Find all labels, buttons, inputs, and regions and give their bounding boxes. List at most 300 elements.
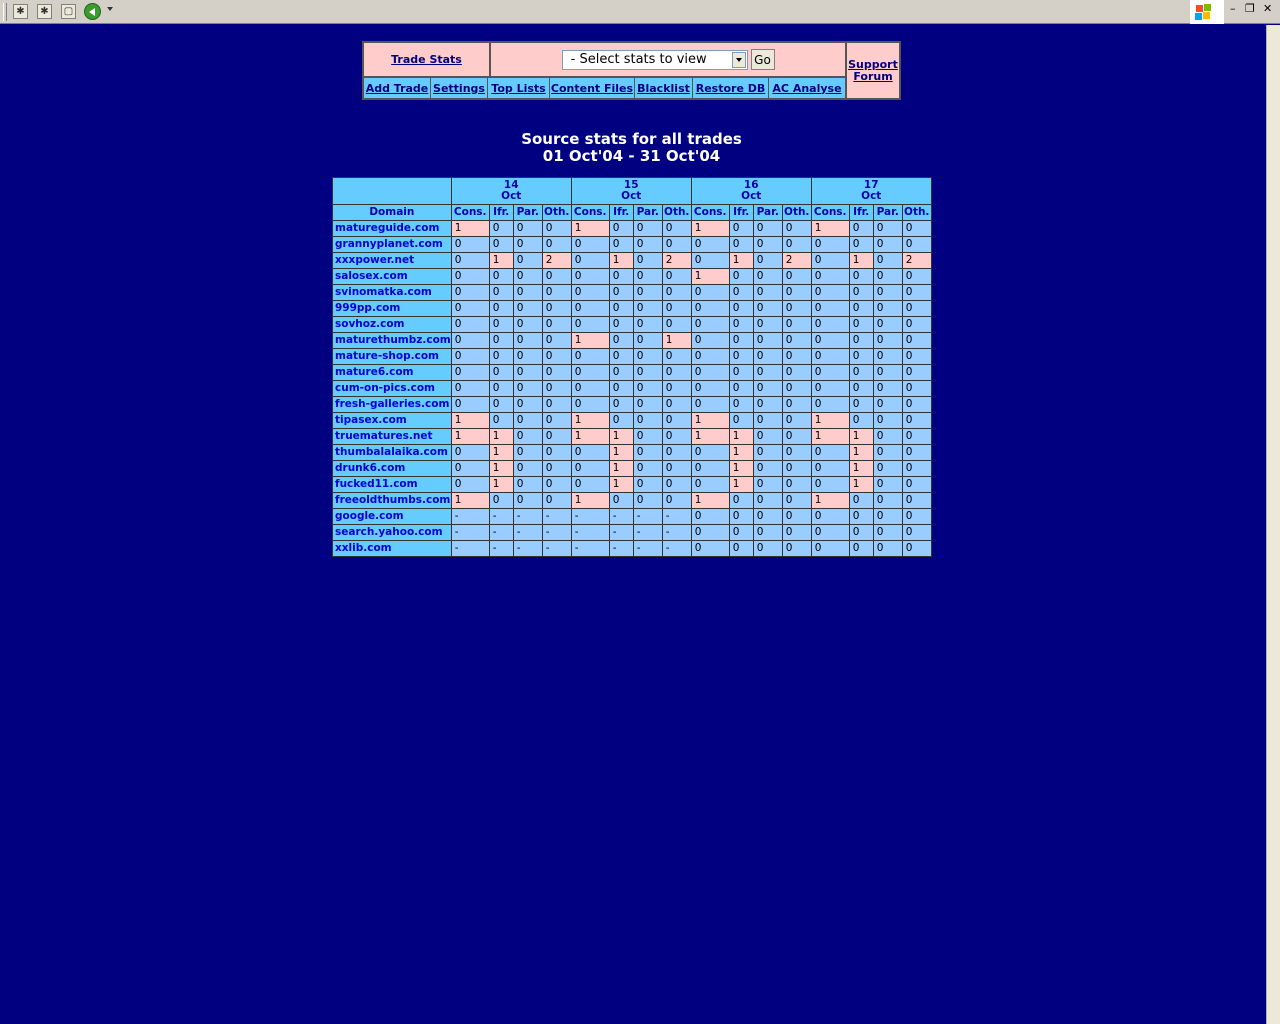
stat-cell: 0 bbox=[513, 365, 542, 381]
stat-cell: 0 bbox=[489, 381, 513, 397]
stat-cell: 0 bbox=[489, 221, 513, 237]
metric-column-header: Par. bbox=[513, 205, 542, 221]
stat-cell: 0 bbox=[873, 445, 902, 461]
stat-cell: 1 bbox=[729, 253, 753, 269]
stat-cell: 0 bbox=[513, 429, 542, 445]
stat-cell: 0 bbox=[729, 349, 753, 365]
stat-cell: 0 bbox=[782, 429, 811, 445]
stat-cell: 0 bbox=[729, 381, 753, 397]
stat-cell: 0 bbox=[633, 461, 662, 477]
stat-cell: 0 bbox=[782, 525, 811, 541]
stat-cell: 0 bbox=[662, 461, 691, 477]
add-trade-link[interactable]: Add Trade bbox=[365, 81, 429, 95]
stat-cell: 0 bbox=[782, 477, 811, 493]
stat-cell: 0 bbox=[902, 301, 931, 317]
stat-cell: 1 bbox=[571, 333, 609, 349]
domain-link[interactable]: fresh-galleries.com bbox=[335, 398, 450, 410]
domain-link[interactable]: svinomatka.com bbox=[335, 286, 432, 298]
stat-cell: 0 bbox=[753, 269, 782, 285]
stat-cell: 0 bbox=[873, 317, 902, 333]
stat-cell: 0 bbox=[873, 285, 902, 301]
stat-cell: 0 bbox=[902, 237, 931, 253]
stat-cell: 1 bbox=[691, 493, 729, 509]
domain-link[interactable]: thumbalalaika.com bbox=[335, 446, 448, 458]
table-row bbox=[333, 525, 932, 541]
metric-column-header: Par. bbox=[753, 205, 782, 221]
stat-cell: 1 bbox=[849, 461, 873, 477]
stat-cell: 0 bbox=[849, 365, 873, 381]
stat-cell: 0 bbox=[691, 301, 729, 317]
stat-cell: 0 bbox=[873, 365, 902, 381]
content-files-link[interactable]: Content Files bbox=[550, 81, 634, 95]
table-row bbox=[333, 397, 932, 413]
dropdown-icon[interactable] bbox=[107, 7, 113, 11]
stat-cell: 0 bbox=[753, 237, 782, 253]
stat-cell: 0 bbox=[811, 269, 849, 285]
stat-cell: 0 bbox=[729, 541, 753, 557]
stat-cell: - bbox=[513, 509, 542, 525]
stat-cell: 1 bbox=[451, 221, 489, 237]
domain-link[interactable]: google.com bbox=[335, 510, 404, 522]
stat-cell: 0 bbox=[542, 301, 571, 317]
stat-cell: 0 bbox=[811, 541, 849, 557]
stat-cell: 0 bbox=[902, 317, 931, 333]
table-row bbox=[333, 301, 932, 317]
stat-cell: 0 bbox=[633, 285, 662, 301]
stat-cell: 0 bbox=[571, 253, 609, 269]
stat-cell: 0 bbox=[609, 317, 633, 333]
stat-cell: - bbox=[513, 525, 542, 541]
stat-cell: 0 bbox=[811, 509, 849, 525]
stat-cell: 0 bbox=[489, 269, 513, 285]
toolbar-grip[interactable] bbox=[3, 3, 7, 21]
stat-cell: 0 bbox=[662, 349, 691, 365]
stat-cell: 1 bbox=[849, 445, 873, 461]
stop-icon[interactable]: ✱ bbox=[13, 4, 28, 19]
stat-cell: 0 bbox=[753, 253, 782, 269]
stat-cell: 0 bbox=[902, 413, 931, 429]
stat-cell: 0 bbox=[451, 397, 489, 413]
domain-link[interactable]: xxlib.com bbox=[335, 542, 392, 554]
stat-cell: 0 bbox=[729, 525, 753, 541]
restore-db-link[interactable]: Restore DB bbox=[695, 81, 766, 95]
domain-cell bbox=[333, 301, 452, 317]
metric-column-header: Cons. bbox=[811, 205, 849, 221]
stat-cell: 0 bbox=[753, 509, 782, 525]
stat-cell: 0 bbox=[873, 381, 902, 397]
date-header bbox=[691, 178, 811, 205]
table-row bbox=[333, 493, 932, 509]
stats-select-cell bbox=[490, 42, 846, 77]
stat-cell: 0 bbox=[782, 461, 811, 477]
stat-cell: 0 bbox=[902, 333, 931, 349]
stat-cell: 0 bbox=[849, 381, 873, 397]
date-header bbox=[571, 178, 691, 205]
stat-cell: 0 bbox=[729, 317, 753, 333]
stat-cell: 0 bbox=[902, 493, 931, 509]
stat-cell: 0 bbox=[753, 461, 782, 477]
blacklist-link[interactable]: Blacklist bbox=[637, 81, 690, 95]
stat-cell: 0 bbox=[873, 541, 902, 557]
stat-cell: 0 bbox=[902, 541, 931, 557]
stat-cell: 0 bbox=[542, 397, 571, 413]
stat-cell: 0 bbox=[691, 541, 729, 557]
stat-cell: 0 bbox=[691, 317, 729, 333]
stat-cell: - bbox=[609, 525, 633, 541]
domain-link[interactable]: salosex.com bbox=[335, 270, 408, 282]
stat-cell: 0 bbox=[902, 461, 931, 477]
stat-cell: 0 bbox=[513, 493, 542, 509]
nav-links-row bbox=[363, 77, 846, 99]
domain-cell bbox=[333, 333, 452, 349]
stat-cell: 0 bbox=[811, 461, 849, 477]
stat-cell: 0 bbox=[633, 493, 662, 509]
stat-cell: 0 bbox=[729, 413, 753, 429]
nav-item-add-trade bbox=[364, 78, 431, 98]
stat-cell: 0 bbox=[849, 541, 873, 557]
domain-cell bbox=[333, 365, 452, 381]
stat-cell: 0 bbox=[782, 237, 811, 253]
stat-cell: 0 bbox=[542, 461, 571, 477]
stat-cell: 0 bbox=[633, 221, 662, 237]
browser-toolbar bbox=[0, 0, 1280, 24]
stat-cell: 2 bbox=[662, 253, 691, 269]
stat-cell: 0 bbox=[873, 493, 902, 509]
stop-all-icon[interactable]: ✱ bbox=[37, 4, 52, 19]
support-forum-link[interactable] bbox=[848, 59, 898, 83]
stat-cell: 0 bbox=[633, 237, 662, 253]
chevron-down-icon[interactable] bbox=[732, 52, 746, 68]
domain-link[interactable]: fucked11.com bbox=[335, 478, 418, 490]
date-header bbox=[451, 178, 571, 205]
go-button[interactable]: Go bbox=[751, 49, 775, 70]
table-row bbox=[333, 509, 932, 525]
table-row bbox=[333, 349, 932, 365]
date-day: 17 bbox=[863, 179, 879, 191]
nav-panel bbox=[362, 41, 901, 100]
stat-cell: 0 bbox=[451, 237, 489, 253]
metric-column-header: Ifr. bbox=[849, 205, 873, 221]
stat-cell: 0 bbox=[691, 445, 729, 461]
stat-cell: 0 bbox=[451, 269, 489, 285]
domain-cell bbox=[333, 461, 452, 477]
support-forum-cell bbox=[846, 42, 900, 99]
trade-stats-link[interactable]: Trade Stats bbox=[391, 53, 462, 66]
stat-cell: 0 bbox=[609, 301, 633, 317]
stat-cell: 0 bbox=[873, 461, 902, 477]
stat-cell: 0 bbox=[513, 413, 542, 429]
stat-cell: 0 bbox=[782, 285, 811, 301]
stat-cell: 1 bbox=[609, 429, 633, 445]
stat-cell: 0 bbox=[811, 349, 849, 365]
minimize-icon[interactable]: – bbox=[1230, 2, 1236, 15]
stat-cell: 0 bbox=[609, 333, 633, 349]
stat-cell: 0 bbox=[451, 317, 489, 333]
stat-cell: 1 bbox=[691, 413, 729, 429]
metric-column-header: Par. bbox=[633, 205, 662, 221]
stat-cell: 0 bbox=[489, 285, 513, 301]
stat-cell: 2 bbox=[902, 253, 931, 269]
stat-cell: 1 bbox=[691, 221, 729, 237]
stat-cell: 0 bbox=[633, 397, 662, 413]
vertical-scrollbar[interactable] bbox=[1266, 25, 1280, 1024]
stat-cell: 0 bbox=[753, 381, 782, 397]
stat-cell: 0 bbox=[633, 365, 662, 381]
stat-cell: - bbox=[633, 541, 662, 557]
metric-column-header: Cons. bbox=[571, 205, 609, 221]
stat-cell: 0 bbox=[849, 237, 873, 253]
stat-cell: 0 bbox=[662, 269, 691, 285]
stat-cell: 0 bbox=[849, 349, 873, 365]
stat-cell: 0 bbox=[753, 333, 782, 349]
domain-link[interactable]: sovhoz.com bbox=[335, 318, 405, 330]
metric-column-header: Oth. bbox=[902, 205, 931, 221]
stat-cell: 0 bbox=[451, 365, 489, 381]
domain-cell bbox=[333, 269, 452, 285]
stat-cell: 0 bbox=[633, 317, 662, 333]
domain-link[interactable]: mature-shop.com bbox=[335, 350, 440, 362]
windows-logo-icon bbox=[1190, 0, 1224, 24]
stat-cell: 0 bbox=[662, 445, 691, 461]
stat-cell: 0 bbox=[513, 221, 542, 237]
stat-cell: 0 bbox=[489, 301, 513, 317]
back-icon[interactable] bbox=[84, 3, 101, 20]
date-day: 16 bbox=[743, 179, 759, 191]
stat-cell: 0 bbox=[542, 429, 571, 445]
table-row bbox=[333, 333, 932, 349]
domain-link[interactable]: 999pp.com bbox=[335, 302, 401, 314]
domain-cell bbox=[333, 413, 452, 429]
stat-cell: - bbox=[542, 541, 571, 557]
stat-cell: 0 bbox=[849, 285, 873, 301]
stat-cell: 0 bbox=[729, 509, 753, 525]
table-row bbox=[333, 285, 932, 301]
stat-cell: - bbox=[489, 541, 513, 557]
stat-cell: 0 bbox=[513, 349, 542, 365]
stat-cell: 0 bbox=[902, 269, 931, 285]
stat-cell: 0 bbox=[513, 445, 542, 461]
domain-link[interactable]: drunk6.com bbox=[335, 462, 406, 474]
stat-cell: 0 bbox=[849, 317, 873, 333]
stat-cell: 0 bbox=[753, 445, 782, 461]
stat-cell: 0 bbox=[902, 509, 931, 525]
domain-link[interactable]: tipasex.com bbox=[335, 414, 407, 426]
stat-cell: 0 bbox=[662, 477, 691, 493]
stat-cell: 0 bbox=[782, 365, 811, 381]
stat-cell: 1 bbox=[451, 413, 489, 429]
close-icon[interactable]: ✕ bbox=[1263, 2, 1273, 15]
stat-cell: 0 bbox=[513, 381, 542, 397]
stat-cell: 0 bbox=[753, 493, 782, 509]
stat-cell: 0 bbox=[873, 301, 902, 317]
stat-cell: 0 bbox=[902, 365, 931, 381]
domain-cell bbox=[333, 349, 452, 365]
stat-cell: 0 bbox=[782, 493, 811, 509]
stat-cell: 0 bbox=[633, 349, 662, 365]
domain-link[interactable]: truematures.net bbox=[335, 430, 433, 442]
stat-cell: 0 bbox=[633, 413, 662, 429]
stat-cell: 0 bbox=[513, 301, 542, 317]
stat-cell: 0 bbox=[633, 269, 662, 285]
domain-cell bbox=[333, 381, 452, 397]
stat-cell: 0 bbox=[513, 477, 542, 493]
domain-link[interactable]: cum-on-pics.com bbox=[335, 382, 436, 394]
stat-cell: 0 bbox=[873, 397, 902, 413]
stat-cell: 0 bbox=[753, 221, 782, 237]
stat-cell: 1 bbox=[811, 221, 849, 237]
metric-column-header: Ifr. bbox=[489, 205, 513, 221]
stat-cell: 0 bbox=[782, 397, 811, 413]
stat-cell: - bbox=[662, 525, 691, 541]
nav-item-blacklist bbox=[635, 78, 693, 98]
stat-cell: 0 bbox=[609, 285, 633, 301]
stat-cell: 0 bbox=[451, 253, 489, 269]
stat-cell: 0 bbox=[633, 333, 662, 349]
stat-cell: 0 bbox=[729, 333, 753, 349]
metric-column-header: Oth. bbox=[782, 205, 811, 221]
stat-cell: 0 bbox=[691, 237, 729, 253]
stat-cell: 1 bbox=[691, 429, 729, 445]
stat-cell: 0 bbox=[811, 477, 849, 493]
stat-cell: 0 bbox=[753, 397, 782, 413]
domain-link[interactable]: xxxpower.net bbox=[335, 254, 415, 266]
stat-cell: 0 bbox=[811, 445, 849, 461]
stat-cell: 0 bbox=[902, 349, 931, 365]
stat-cell: 0 bbox=[782, 445, 811, 461]
stat-cell: 0 bbox=[873, 269, 902, 285]
stat-cell: 1 bbox=[609, 253, 633, 269]
stat-cell: 1 bbox=[609, 461, 633, 477]
metric-column-header: Ifr. bbox=[609, 205, 633, 221]
settings-link[interactable]: Settings bbox=[433, 81, 485, 95]
stat-cell: 0 bbox=[609, 365, 633, 381]
stat-cell: 0 bbox=[451, 349, 489, 365]
stat-cell: 1 bbox=[571, 429, 609, 445]
stat-cell: 0 bbox=[811, 525, 849, 541]
stat-cell: 1 bbox=[609, 477, 633, 493]
support-forum-line2: Forum bbox=[853, 69, 893, 83]
stat-cell: 0 bbox=[753, 525, 782, 541]
date-month: Oct bbox=[501, 190, 522, 202]
stat-cell: 0 bbox=[753, 477, 782, 493]
top-lists-link[interactable]: Top Lists bbox=[491, 81, 546, 95]
ac-analyse-link[interactable]: AC Analyse bbox=[772, 81, 842, 95]
domain-link[interactable]: search.yahoo.com bbox=[335, 526, 443, 538]
stat-cell: 0 bbox=[691, 461, 729, 477]
stat-cell: 0 bbox=[662, 493, 691, 509]
stat-cell: 0 bbox=[451, 333, 489, 349]
stat-cell: 0 bbox=[542, 317, 571, 333]
stat-cell: 0 bbox=[729, 301, 753, 317]
domain-cell bbox=[333, 541, 452, 557]
stat-cell: 0 bbox=[542, 493, 571, 509]
stat-cell: 0 bbox=[873, 253, 902, 269]
stat-cell: 0 bbox=[782, 349, 811, 365]
stat-cell: 0 bbox=[873, 477, 902, 493]
stat-cell: 0 bbox=[691, 397, 729, 413]
stat-cell: 0 bbox=[729, 269, 753, 285]
restore-icon[interactable]: ❐ bbox=[1245, 2, 1255, 15]
domain-link[interactable]: matureguide.com bbox=[335, 222, 440, 234]
stat-cell: 0 bbox=[691, 333, 729, 349]
stat-cell: 0 bbox=[873, 525, 902, 541]
stat-cell: 0 bbox=[662, 301, 691, 317]
stat-cell: 0 bbox=[849, 301, 873, 317]
stat-cell: 1 bbox=[489, 477, 513, 493]
stat-cell: - bbox=[489, 509, 513, 525]
stat-cell: 0 bbox=[542, 237, 571, 253]
stat-cell: 0 bbox=[811, 333, 849, 349]
stat-cell: - bbox=[662, 509, 691, 525]
nav-item-top-lists bbox=[488, 78, 550, 98]
domain-cell bbox=[333, 525, 452, 541]
domain-link[interactable]: freeoldthumbs.com bbox=[335, 494, 451, 506]
domain-cell bbox=[333, 445, 452, 461]
stat-cell: - bbox=[571, 509, 609, 525]
stat-cell: 0 bbox=[571, 461, 609, 477]
table-row bbox=[333, 317, 932, 333]
date-month: Oct bbox=[861, 190, 882, 202]
nav-item-ac-analyse bbox=[769, 78, 845, 98]
stat-cell: 0 bbox=[753, 317, 782, 333]
trade-stats-cell bbox=[363, 42, 490, 77]
stat-cell: 0 bbox=[691, 477, 729, 493]
stat-cell: 0 bbox=[902, 429, 931, 445]
stat-cell: 0 bbox=[782, 381, 811, 397]
metric-column-header: Ifr. bbox=[729, 205, 753, 221]
nav-item-content-files bbox=[550, 78, 635, 98]
source-stats-table bbox=[332, 177, 932, 557]
domain-cell bbox=[333, 221, 452, 237]
stat-cell: 0 bbox=[849, 333, 873, 349]
stat-cell: 0 bbox=[571, 381, 609, 397]
stat-cell: - bbox=[609, 509, 633, 525]
stat-cell: 0 bbox=[571, 301, 609, 317]
stat-cell: 0 bbox=[873, 333, 902, 349]
stat-cell: 0 bbox=[489, 493, 513, 509]
table-row bbox=[333, 365, 932, 381]
stat-cell: 0 bbox=[753, 365, 782, 381]
stat-cell: 0 bbox=[849, 397, 873, 413]
stat-cell: 0 bbox=[489, 317, 513, 333]
stat-cell: 0 bbox=[571, 285, 609, 301]
stat-cell: 0 bbox=[609, 237, 633, 253]
stat-cell: 1 bbox=[849, 429, 873, 445]
stat-cell: 0 bbox=[609, 269, 633, 285]
stat-cell: 1 bbox=[609, 445, 633, 461]
stat-cell: 0 bbox=[729, 237, 753, 253]
stat-cell: 0 bbox=[902, 285, 931, 301]
stat-cell: 0 bbox=[753, 429, 782, 445]
stat-cell: 1 bbox=[811, 413, 849, 429]
stat-cell: 0 bbox=[691, 285, 729, 301]
metric-column-header: Oth. bbox=[662, 205, 691, 221]
stat-cell: 0 bbox=[451, 285, 489, 301]
domain-cell bbox=[333, 253, 452, 269]
stats-select[interactable] bbox=[562, 50, 748, 70]
domain-link[interactable]: mature6.com bbox=[335, 366, 414, 378]
stat-cell: 0 bbox=[729, 221, 753, 237]
stat-cell: 1 bbox=[811, 493, 849, 509]
stat-cell: 0 bbox=[513, 285, 542, 301]
stat-cell: 0 bbox=[609, 397, 633, 413]
domain-link[interactable]: maturethumbz.com bbox=[335, 334, 451, 346]
domain-link[interactable]: grannyplanet.com bbox=[335, 238, 443, 250]
stat-cell: - bbox=[662, 541, 691, 557]
full-screen-icon[interactable]: ▢ bbox=[61, 4, 76, 19]
date-month: Oct bbox=[621, 190, 642, 202]
table-row bbox=[333, 221, 932, 237]
